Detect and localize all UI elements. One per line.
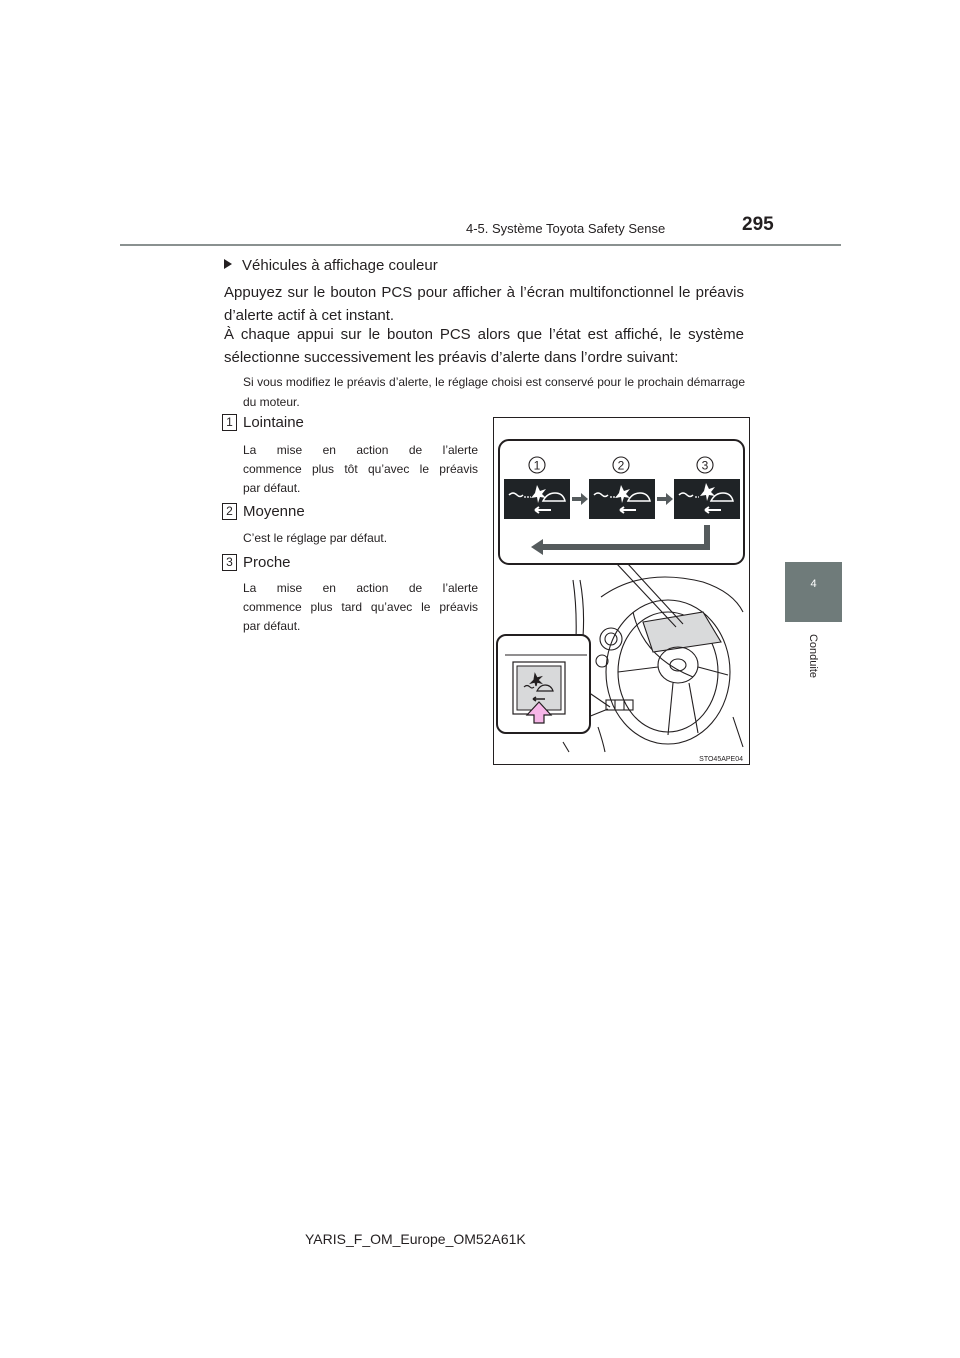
paragraph-2-line-1: À chaque appui sur le bouton PCS alors que l’état est affiché, le système bbox=[224, 326, 744, 343]
paragraph-1-line-1: Appuyez sur le bouton PCS pour afficher à l’écran multifonctionnel le préavis bbox=[224, 284, 744, 301]
figure-code: STO45APE04 bbox=[699, 756, 743, 763]
bullet-heading bbox=[224, 257, 438, 274]
item-1-line-1: La mise en action de l’alerte bbox=[243, 443, 478, 457]
item-title-moyenne: Moyenne bbox=[243, 503, 305, 520]
item-marker-1: 1 bbox=[222, 414, 237, 431]
item-marker-2: 2 bbox=[222, 503, 237, 520]
item-3-line-3: par défaut. bbox=[243, 619, 301, 633]
item-1-line-3: par défaut. bbox=[243, 481, 301, 495]
header-section-title: 4-5. Système Toyota Safety Sense bbox=[466, 221, 666, 236]
pcs-settings-illustration bbox=[493, 417, 750, 765]
pcs-screen-far bbox=[504, 479, 570, 519]
paragraph-2-line-2: sélectionne successivement les préavis d’alerte dans l’ordre suivant: bbox=[224, 349, 679, 366]
item-title-lointaine: Lointaine bbox=[243, 414, 304, 431]
header-divider bbox=[120, 244, 841, 246]
bullet-heading-text: Véhicules à affichage couleur bbox=[242, 257, 438, 274]
item-title-proche: Proche bbox=[243, 554, 291, 571]
item-2-line-1: C’est le réglage par défaut. bbox=[243, 531, 388, 545]
chapter-tab-label: Conduite bbox=[807, 633, 819, 679]
circle-label-1-text: 1 bbox=[533, 458, 541, 473]
item-marker-3: 3 bbox=[222, 554, 237, 571]
paragraph-1-line-2: d’alerte actif à cet instant. bbox=[224, 307, 395, 324]
footer-document-code: YARIS_F_OM_Europe_OM52A61K bbox=[305, 1231, 526, 1247]
item-3-line-2: commence plus tard qu’avec le préavis bbox=[243, 600, 478, 614]
circle-label-3-text: 3 bbox=[701, 458, 709, 473]
circle-label-2-text: 2 bbox=[617, 458, 625, 473]
item-1-line-2: commence plus tôt qu’avec le préavis bbox=[243, 462, 478, 476]
triangle-bullet-icon bbox=[224, 259, 232, 269]
chapter-tab-number: 4 bbox=[810, 578, 817, 590]
page-number: 295 bbox=[742, 214, 774, 235]
pcs-screen-middle bbox=[589, 479, 655, 519]
pcs-screen-near bbox=[674, 479, 740, 519]
item-3-line-1: La mise en action de l’alerte bbox=[243, 581, 478, 595]
note-text: Si vous modifiez le préavis d’alerte, le réglage choisi est conservé pour le prochain démarrage du moteur. bbox=[243, 375, 745, 409]
